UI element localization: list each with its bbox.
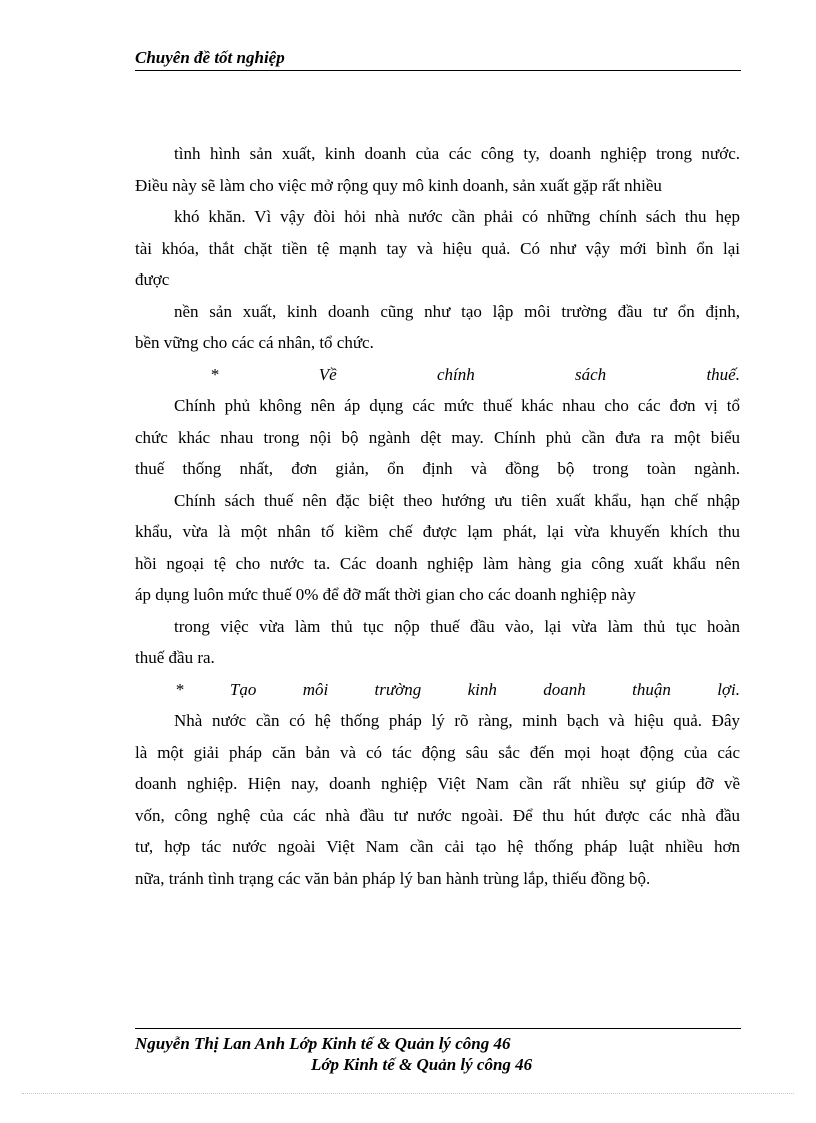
heading-word: sách (575, 364, 607, 384)
text-line: tài khóa, thắt chặt tiền tệ mạnh tay và hiệu quả. Có như vậy mới bình ổn lại (135, 238, 740, 258)
text-line: trong việc vừa làm thủ tục nộp thuế đầu vào, lại vừa làm thủ tục hoàn (174, 616, 740, 636)
text-line: doanh nghiệp. Hiện nay, doanh nghiệp Việt Nam cần rất nhiều sự giúp đỡ về (135, 774, 740, 793)
heading-word: chính (436, 364, 475, 384)
heading-word: trường (374, 679, 422, 699)
heading-word: thuế. (706, 364, 740, 384)
paragraph-5 (135, 485, 740, 611)
text-line: nền sản xuất, kinh doanh cũng như tạo lập môi trường đầu tư ổn định, (174, 301, 740, 321)
footer-class-line: Lớp Kinh tế & Quản lý công 46 (311, 1055, 533, 1074)
text-line: Chính sách thuế nên đặc biệt theo hướng ưu tiên xuất khẩu, hạn chế nhập (174, 490, 740, 510)
text-line: tình hình sản xuất, kinh doanh của các công ty, doanh nghiệp trong nước. (174, 144, 740, 163)
section-heading-tax-policy (135, 359, 740, 391)
text-line: nữa, tránh tình trạng các văn bản pháp lý ban hành trùng lắp, thiếu đồng bộ. (135, 868, 651, 888)
paragraph-6 (135, 611, 740, 674)
text-line: chức khác nhau trong nội bộ ngành dệt may. Chính phủ cần đưa ra một biểu (135, 427, 740, 447)
text-line: vốn, công nghệ của các nhà đầu tư nước ngoài. Để thu hút được các nhà đầu (135, 805, 740, 825)
text-line: khẩu, vừa là một nhân tố kiềm chế được lạm phát, lại vừa khuyến khích thu (135, 522, 740, 541)
paragraph-2 (135, 201, 740, 296)
text-line: áp dụng luôn mức thuế 0% để đỡ mất thời gian cho các doanh nghiệp này (135, 585, 636, 604)
text-line: tư, hợp tác nước ngoài Việt Nam cần cải tạo hệ thống pháp luật nhiều hơn (135, 837, 740, 856)
heading-word: * (210, 364, 219, 384)
text-line: là một giải pháp căn bản và có tác động sâu sắc đến mọi hoạt động của các (135, 742, 740, 762)
heading-word: lợi. (717, 679, 740, 699)
text-line: Điều này sẽ làm cho việc mở rộng quy mô kinh doanh, sản xuất gặp rất nhiều (135, 175, 662, 195)
text-line: Chính phủ không nên áp dụng các mức thuế khác nhau cho các đơn vị tổ (174, 396, 740, 415)
text-line: thuế thống nhất, đơn giản, ổn định và đồng bộ trong toàn ngành. (135, 459, 740, 478)
paragraph-3 (135, 296, 740, 359)
text-line: thuế đầu ra. (135, 648, 215, 667)
paragraph-1 (135, 138, 740, 201)
footer-divider (135, 1028, 741, 1029)
text-line: Nhà nước cần có hệ thống pháp lý rõ ràng, minh bạch và hiệu quả. Đây (174, 711, 740, 730)
heading-word: * (175, 679, 184, 699)
text-line: được (135, 270, 170, 289)
header-divider (135, 70, 741, 71)
body-text (135, 138, 740, 894)
footer-author-line: Nguyễn Thị Lan Anh Lớp Kinh tế & Quản lý công 46 (135, 1034, 511, 1053)
text-line: bền vững cho các cá nhân, tổ chức. (135, 333, 374, 352)
section-heading-business-environment (135, 674, 740, 706)
heading-word: thuận (632, 679, 671, 699)
text-line: khó khăn. Vì vậy đòi hỏi nhà nước cần phải có những chính sách thu hẹp (174, 207, 740, 226)
heading-word: Tạo (229, 679, 257, 699)
heading-word: môi (302, 679, 329, 699)
heading-word: kinh (467, 679, 497, 699)
heading-word: doanh (543, 679, 586, 699)
heading-word: Về (318, 364, 337, 384)
page-bottom-border (22, 1093, 794, 1094)
text-line: hồi ngoại tệ cho nước ta. Các doanh nghiệp làm hàng gia công xuất khẩu nên (135, 553, 740, 573)
header-title: Chuyên đề tốt nghiệp (135, 48, 285, 67)
paragraph-7 (135, 705, 740, 894)
paragraph-4 (135, 390, 740, 485)
